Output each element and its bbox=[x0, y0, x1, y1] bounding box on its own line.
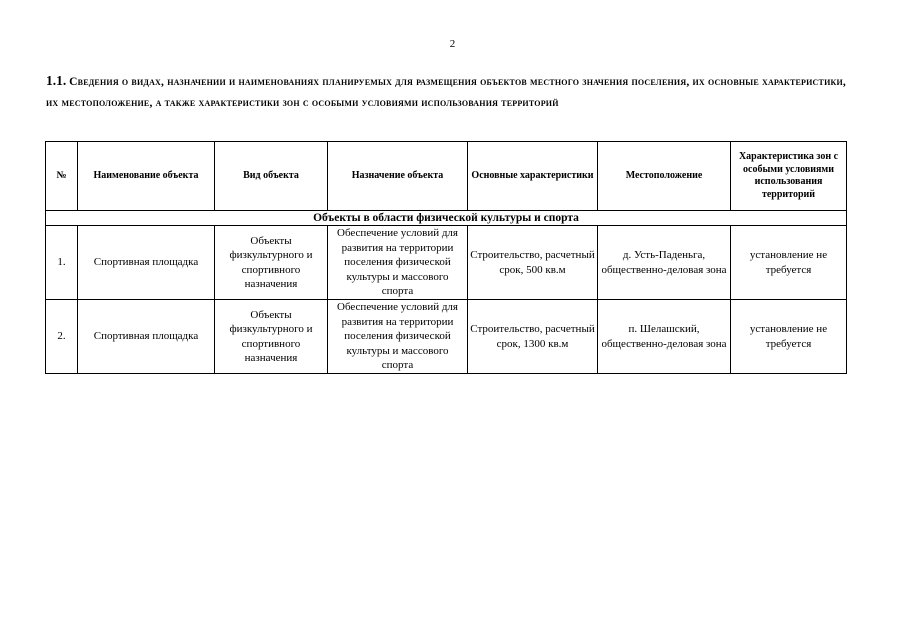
header-name: Наименование объекта bbox=[78, 142, 215, 211]
page-number: 2 bbox=[449, 38, 456, 50]
cell-characteristics: Строительство, расчетный срок, 500 кв.м bbox=[468, 226, 598, 300]
section-title: Объекты в области физической культуры и спорта bbox=[46, 211, 847, 226]
header-characteristics: Основные характеристики bbox=[468, 142, 598, 211]
cell-characteristics: Строительство, расчетный срок, 1300 кв.м bbox=[468, 300, 598, 374]
cell-purpose: Обеспечение условий для развития на территории поселения физической культуры и массового спорта bbox=[328, 226, 468, 300]
cell-name: Спортивная площадка bbox=[78, 226, 215, 300]
table-header-row bbox=[46, 142, 847, 211]
cell-type: Объекты физкультурного и спортивного назначения bbox=[215, 226, 328, 300]
header-location: Местоположение bbox=[598, 142, 731, 211]
header-purpose: Назначение объекта bbox=[328, 142, 468, 211]
cell-num: 1. bbox=[46, 226, 78, 300]
section-heading-number: 1.1. bbox=[46, 73, 67, 88]
header-num: № bbox=[46, 142, 78, 211]
table-row bbox=[46, 226, 847, 300]
objects-table bbox=[45, 141, 847, 374]
section-heading bbox=[46, 70, 846, 114]
cell-purpose: Обеспечение условий для развития на территории поселения физической культуры и массового спорта bbox=[328, 300, 468, 374]
cell-location: п. Шелашский, общественно-деловая зона bbox=[598, 300, 731, 374]
cell-zone: установление не требуется bbox=[731, 226, 847, 300]
table-row bbox=[46, 300, 847, 374]
header-type: Вид объекта bbox=[215, 142, 328, 211]
section-heading-text: Сведения о видах, назначении и наименованиях планируемых для размещения объектов местного значения поселения, их основные характеристики, их местоположение, а также характеристики зон с особыми условиями использования территорий bbox=[46, 76, 846, 109]
cell-type: Объекты физкультурного и спортивного назначения bbox=[215, 300, 328, 374]
cell-name: Спортивная площадка bbox=[78, 300, 215, 374]
header-zone: Характеристика зон с особыми условиями использования территорий bbox=[731, 142, 847, 211]
table-section-row bbox=[46, 211, 847, 226]
cell-num: 2. bbox=[46, 300, 78, 374]
cell-location: д. Усть-Паденьга, общественно-деловая зона bbox=[598, 226, 731, 300]
cell-zone: установление не требуется bbox=[731, 300, 847, 374]
